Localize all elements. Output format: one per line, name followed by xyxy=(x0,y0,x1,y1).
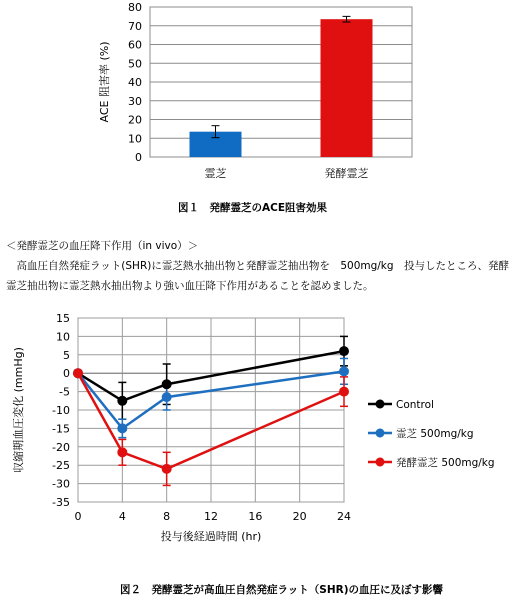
legend-label: Control xyxy=(396,399,434,411)
blood-pressure-line-chart xyxy=(0,305,528,560)
data-point xyxy=(73,368,83,378)
y-tick-label: -35 xyxy=(52,496,70,509)
x-axis-title: 投与後経過時間 (hr) xyxy=(160,530,262,543)
x-tick-label: 16 xyxy=(248,510,263,523)
x-tick-label: 24 xyxy=(337,510,351,523)
y-tick-label: 40 xyxy=(128,76,142,89)
data-point xyxy=(117,447,127,457)
y-tick-label: 20 xyxy=(128,113,142,127)
data-point xyxy=(162,392,172,402)
data-point xyxy=(339,387,349,397)
legend-marker xyxy=(376,458,385,467)
bar xyxy=(321,19,373,157)
x-tick-label: 0 xyxy=(74,510,82,523)
y-tick-label: -5 xyxy=(59,385,70,399)
x-tick-label: 4 xyxy=(118,510,126,523)
legend-marker xyxy=(376,429,385,438)
data-point xyxy=(162,379,172,389)
y-tick-label: -30 xyxy=(52,477,70,491)
x-tick-label: 20 xyxy=(292,510,307,523)
y-tick-label: 60 xyxy=(128,38,142,52)
data-point xyxy=(339,366,349,376)
y-axis-title: ACE 阻害率 (%) xyxy=(98,41,111,123)
x-tick-label: 12 xyxy=(204,510,218,523)
y-tick-label: 50 xyxy=(128,57,142,71)
x-category-label: 発酵霊芝 xyxy=(324,167,369,180)
y-tick-label: -20 xyxy=(52,440,70,454)
ace-inhibition-bar-chart xyxy=(0,0,528,195)
legend-marker xyxy=(376,400,385,409)
y-tick-label: -15 xyxy=(52,422,70,436)
y-tick-label: -10 xyxy=(52,404,70,417)
y-tick-label: 70 xyxy=(128,19,142,33)
y-tick-label: 30 xyxy=(128,94,142,108)
y-tick-label: 0 xyxy=(63,367,70,381)
y-tick-label: 80 xyxy=(128,1,142,14)
figure1-caption: 図１ 発酵霊芝のACE阻害効果 xyxy=(178,202,328,214)
y-tick-label: 5 xyxy=(63,348,70,362)
legend-label: 霊芝 500mg/kg xyxy=(396,428,474,440)
data-point xyxy=(162,464,172,474)
data-point xyxy=(117,423,127,433)
data-point xyxy=(117,396,127,406)
y-axis-title: 収縮期血圧変化 (mmHg) xyxy=(12,347,25,473)
y-tick-label: 10 xyxy=(128,132,142,146)
y-tick-label: -25 xyxy=(52,459,70,473)
x-tick-label: 8 xyxy=(163,510,171,523)
section-heading: ＜発酵霊芝の血圧降下作用（in vivo）＞ xyxy=(6,240,199,252)
x-category-label: 霊芝 xyxy=(204,167,227,180)
figure2-caption: 図２ 発酵霊芝が高血圧自然発症ラット（SHR)の血圧に及ぼす影響 xyxy=(120,584,444,596)
section-text-line1: 高血圧自然発症ラット(SHR)に霊芝熱水抽出物と発酵霊芝抽出物を 500mg/kg 投与したところ、発酵 xyxy=(6,260,510,272)
y-tick-label: 0 xyxy=(135,151,142,164)
section-text-line2: 霊芝抽出物に霊芝熱水抽出物より強い血圧降下作用があることを認めました。 xyxy=(6,280,374,292)
data-point xyxy=(339,346,349,356)
y-tick-label: 10 xyxy=(56,330,70,344)
y-tick-label: 15 xyxy=(56,312,70,325)
legend-label: 発酵霊芝 500mg/kg xyxy=(396,457,495,469)
